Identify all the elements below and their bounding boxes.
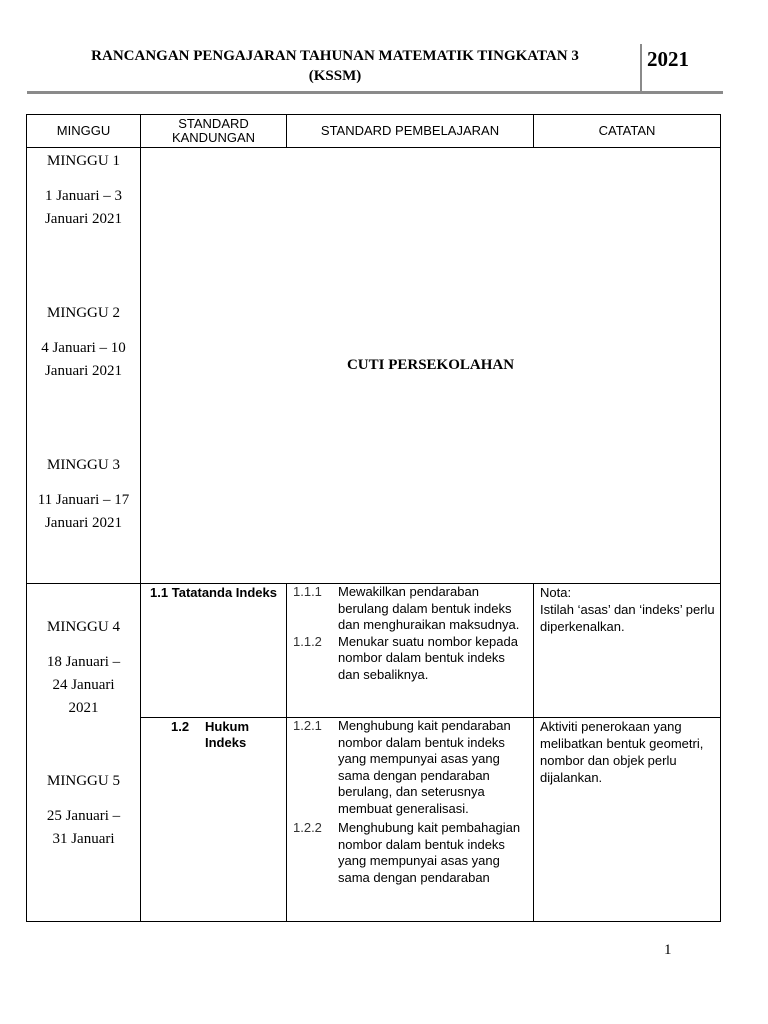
week-3	[27, 454, 140, 535]
header-divider	[640, 44, 642, 92]
week-2	[27, 302, 140, 454]
weeks-cell-1-3	[27, 148, 141, 584]
title-line-2: (KSSM)	[308, 68, 362, 84]
catatan-cell	[534, 584, 721, 718]
standard-kandungan-cell	[141, 718, 287, 922]
sp-code: 1.2.2	[293, 820, 322, 835]
week-date: 25 Januari – 31 Januari	[46, 808, 121, 847]
week-1	[27, 150, 140, 302]
sk-title: Hukum Indeks	[205, 719, 250, 750]
week-4	[27, 616, 140, 770]
page-number: 1	[664, 942, 672, 958]
col-header-minggu: MINGGU	[27, 115, 141, 148]
week-label: MINGGU 4	[47, 619, 120, 635]
table-row	[27, 584, 721, 718]
standard-pembelajaran-cell	[287, 584, 534, 718]
title-line-1: RANCANGAN PENGAJARAN TAHUNAN MATEMATIK TINGKATAN 3	[91, 48, 579, 64]
week-label: MINGGU 2	[47, 305, 120, 321]
sp-item	[293, 820, 529, 886]
holiday-row	[27, 148, 721, 584]
table-header-row	[27, 115, 721, 148]
sp-text: Menghubung kait pendaraban nombor dalam bentuk indeks yang mempunyai asas yang sama dengan pendaraban berulang, dan seterusnya membuat generalisasi.	[338, 718, 511, 816]
week-date: 11 Januari – 17 Januari 2021	[37, 492, 130, 531]
note-line: Aktiviti penerokaan yang melibatkan bentuk geometri, nombor dan objek perlu dijalankan.	[540, 719, 704, 785]
week-label: MINGGU 1	[47, 153, 120, 169]
weeks-cell-4-5	[27, 584, 141, 922]
note-line: Nota:	[540, 585, 572, 600]
sp-item	[293, 584, 529, 634]
sp-code: 1.1.2	[293, 633, 322, 649]
week-label: MINGGU 3	[47, 457, 120, 473]
week-date: 1 Januari – 3 Januari 2021	[44, 188, 123, 227]
col-header-standard-kandungan: STANDARD KANDUNGAN	[141, 115, 287, 148]
sp-code: 1.2.1	[293, 718, 322, 733]
lesson-plan-table	[26, 114, 721, 922]
holiday-cell: CUTI PERSEKOLAHAN	[141, 148, 721, 584]
col-header-standard-pembelajaran: STANDARD PEMBELAJARAN	[287, 115, 534, 148]
note-line: Istilah ‘asas’ dan ‘indeks’ perlu diperkenalkan.	[540, 602, 715, 634]
document-title	[40, 46, 630, 86]
sp-text: Mewakilkan pendaraban berulang dalam bentuk indeks dan menghuraikan maksudnya.	[338, 584, 520, 632]
standard-kandungan-cell	[141, 584, 287, 718]
col-header-catatan: CATATAN	[534, 115, 721, 148]
week-5	[27, 770, 140, 851]
week-date: 18 Januari – 24 Januari 2021	[46, 654, 121, 716]
standard-pembelajaran-cell	[287, 718, 534, 922]
sk-code: 1.1	[150, 585, 169, 600]
sk-code: 1.2	[171, 719, 190, 734]
sp-text: Menukar suatu nombor kepada nombor dalam bentuk indeks dan sebaliknya.	[338, 633, 518, 682]
sp-code: 1.1.1	[293, 584, 322, 599]
header-year: 2021	[647, 47, 689, 71]
week-label: MINGGU 5	[47, 773, 120, 789]
sp-item	[293, 718, 529, 817]
week-date: 4 Januari – 10 Januari 2021	[41, 340, 126, 379]
sp-item	[293, 634, 529, 684]
header-rule	[27, 91, 723, 94]
catatan-cell	[534, 718, 721, 922]
sk-title: Tatatanda Indeks	[171, 585, 277, 600]
sp-text: Menghubung kait pembahagian nombor dalam bentuk indeks yang mempunyai asas yang sama dengan pendaraban	[338, 820, 521, 885]
sk-heading	[145, 719, 282, 751]
